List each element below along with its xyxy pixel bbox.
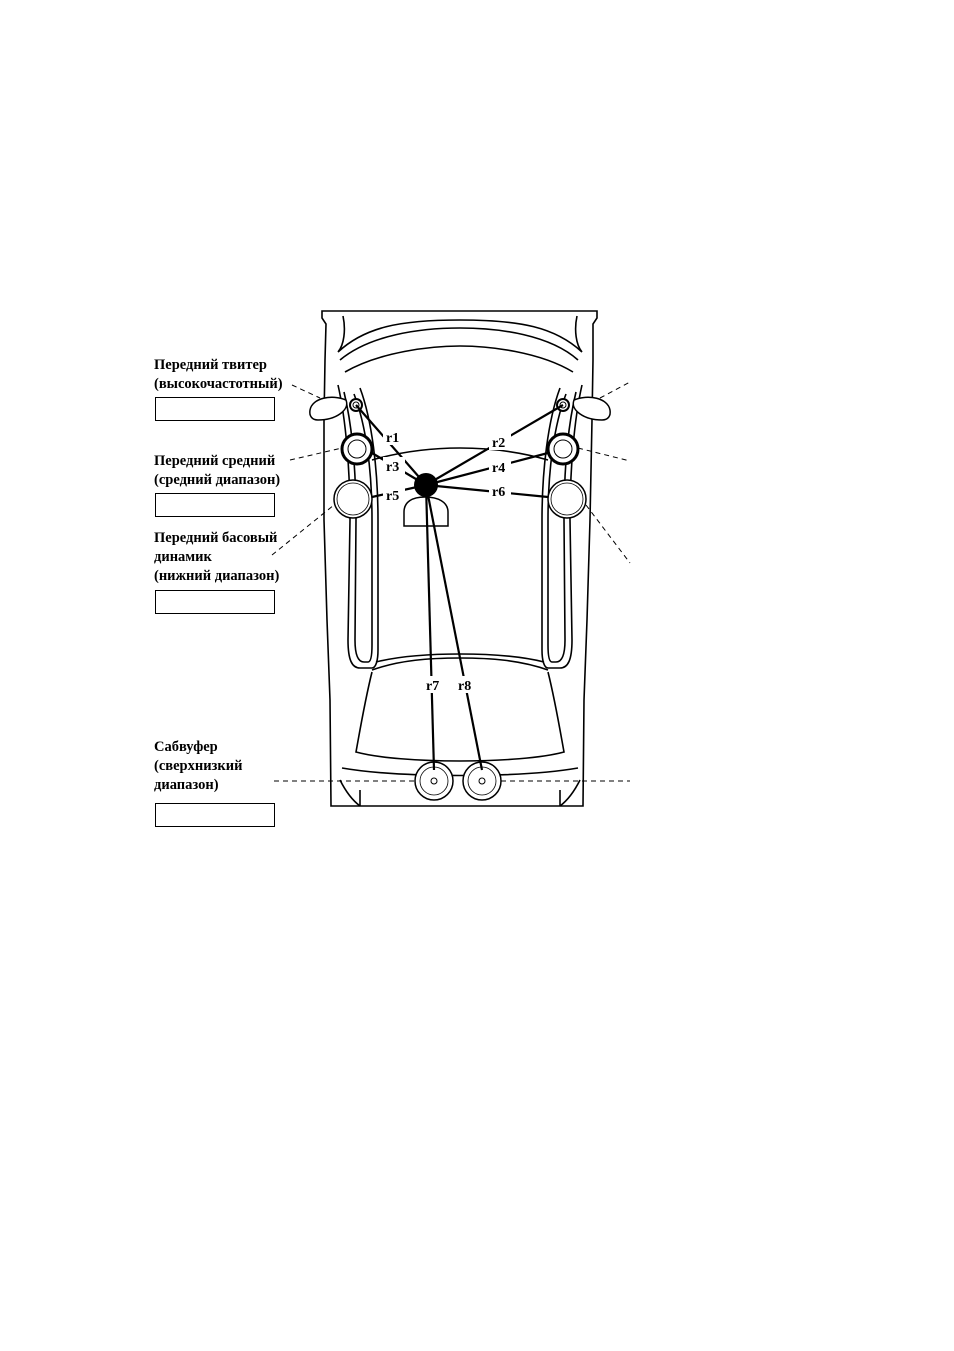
rear-lights — [340, 780, 580, 806]
car-body — [322, 311, 597, 806]
windshield-top — [340, 328, 578, 360]
woofer-label-line3: (нижний диапазон) — [154, 568, 280, 584]
tweeter-leader-left — [292, 385, 320, 398]
trunk-line — [342, 768, 578, 776]
car-outer-outline — [322, 311, 597, 806]
r7-label: r7 — [426, 679, 440, 694]
sub-label-line3: диапазон) — [154, 777, 219, 793]
sub-label-line1: Сабвуфер — [154, 739, 218, 755]
right-mirror — [573, 397, 610, 420]
tweeter-label-line1: Передний твитер — [154, 357, 267, 373]
woofer-label-line2: динамик — [154, 549, 212, 565]
woofer-left — [334, 480, 372, 518]
mid-label-line2: (средний диапазон) — [154, 472, 281, 488]
r1-label: r1 — [386, 431, 400, 446]
mid-leader-left — [290, 448, 342, 460]
woofer-leader-right — [586, 505, 630, 563]
sub-label-line2: (сверхнизкий — [154, 758, 243, 774]
r6-line — [426, 485, 548, 497]
r7-line — [426, 485, 434, 770]
mid-right — [548, 434, 578, 464]
r8-line — [426, 485, 482, 770]
r4-line — [426, 453, 548, 485]
mid-left — [342, 434, 372, 464]
woofer-right — [548, 480, 586, 518]
r5-label: r5 — [386, 489, 400, 504]
tweeter-leader-right — [600, 382, 630, 398]
r3-label: r3 — [386, 460, 400, 475]
r2-label: r2 — [492, 436, 506, 451]
mid-label-line1: Передний средний — [154, 453, 276, 469]
mid-leader-right — [578, 448, 630, 461]
r4-label: r4 — [492, 461, 506, 476]
tweeter-label-line2: (высокочастотный) — [154, 376, 283, 392]
woofer-label-line1: Передний басовый — [154, 530, 278, 546]
left-mirror — [310, 397, 347, 420]
windshield-lower — [345, 346, 573, 372]
r8-label: r8 — [458, 679, 472, 694]
r6-label: r6 — [492, 485, 506, 500]
